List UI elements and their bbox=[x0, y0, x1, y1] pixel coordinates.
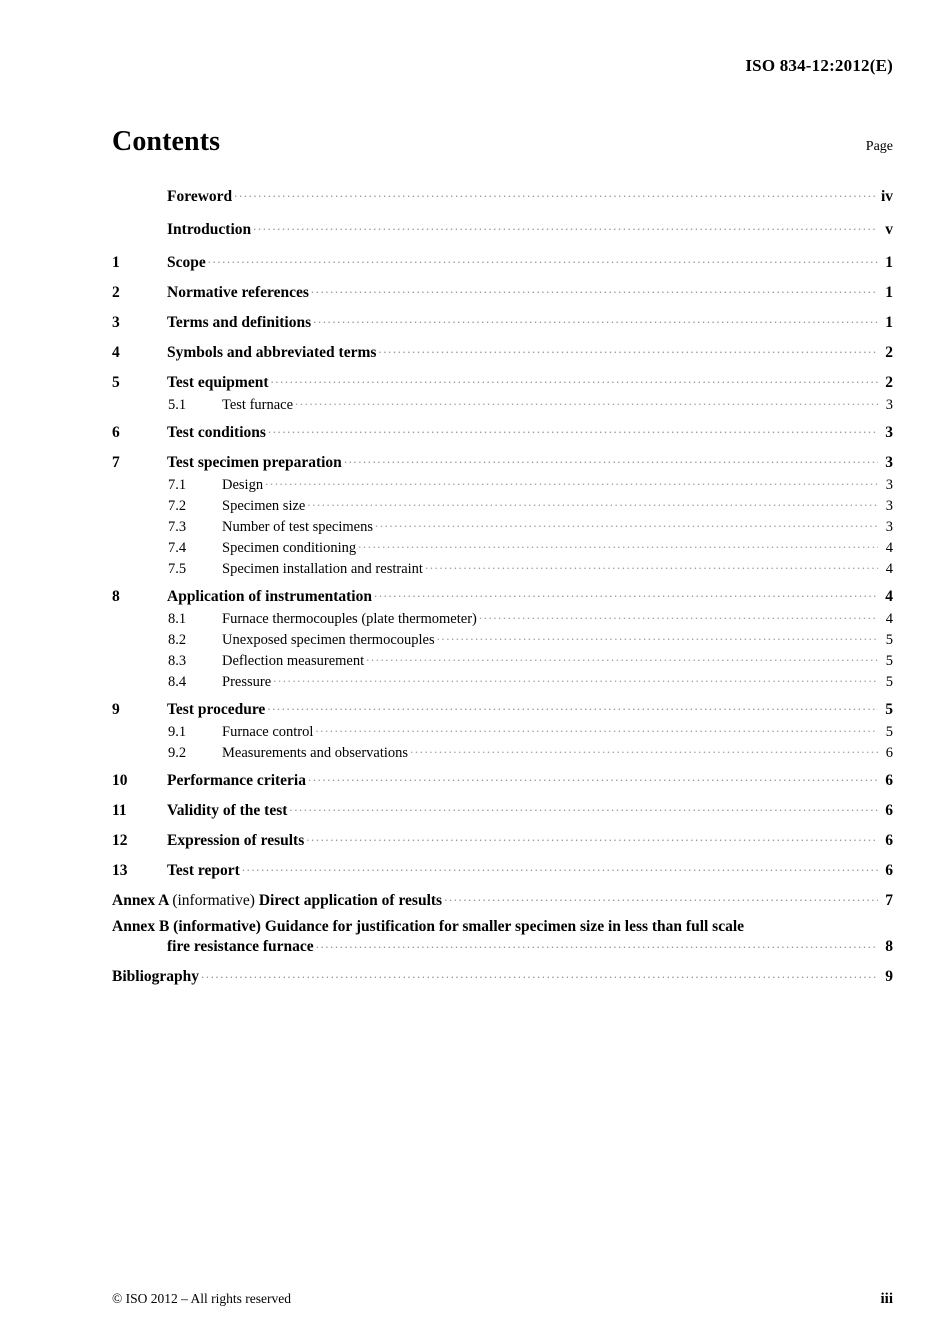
toc-entry-label: Deflection measurement bbox=[222, 652, 365, 669]
toc-entry[interactable] bbox=[112, 473, 893, 492]
toc-entry-number: 7.2 bbox=[168, 497, 187, 514]
dot-leader bbox=[425, 557, 878, 573]
toc-entry[interactable] bbox=[112, 557, 893, 576]
dot-leader bbox=[242, 859, 878, 875]
toc-entry-page: 6 bbox=[885, 801, 893, 819]
toc-entry[interactable] bbox=[112, 515, 893, 534]
toc-entry-number: 1 bbox=[112, 253, 120, 271]
toc-entry-annex-a[interactable] bbox=[112, 889, 893, 908]
toc-entry-page: 5 bbox=[885, 652, 893, 669]
toc-entry-label: Furnace control bbox=[222, 723, 314, 740]
annex-b-prefix: Annex B bbox=[112, 918, 174, 935]
dot-leader bbox=[306, 829, 878, 845]
toc-entry-label: Application of instrumentation bbox=[167, 587, 372, 605]
dot-leader bbox=[201, 966, 878, 982]
dot-leader bbox=[374, 585, 878, 601]
toc-entry-number: 8.4 bbox=[168, 673, 187, 690]
toc-entry[interactable] bbox=[112, 628, 893, 647]
toc-entry-label: Normative references bbox=[167, 283, 309, 301]
toc-entry-number: 7.1 bbox=[168, 476, 187, 493]
dot-leader bbox=[208, 251, 878, 267]
toc-entry-number: 5 bbox=[112, 373, 120, 391]
toc-entry[interactable] bbox=[112, 451, 893, 470]
annex-b-qualifier: (informative) bbox=[173, 918, 261, 935]
toc-entry-number: 5.1 bbox=[168, 396, 187, 413]
toc-entry-page: 2 bbox=[885, 373, 893, 391]
toc-entry-page: 6 bbox=[885, 744, 893, 761]
dot-leader bbox=[307, 494, 878, 510]
toc-entry-page: v bbox=[885, 220, 893, 238]
toc-entry[interactable] bbox=[112, 741, 893, 760]
toc-entry[interactable] bbox=[112, 371, 893, 390]
toc-entry-label: Performance criteria bbox=[167, 771, 306, 789]
toc-entry-page: 3 bbox=[885, 476, 893, 493]
toc-entry-page: 5 bbox=[885, 700, 893, 718]
toc-entry-annex-b[interactable] bbox=[112, 919, 893, 955]
toc-entry-label: Test specimen preparation bbox=[167, 453, 342, 471]
page-column-label: Page bbox=[865, 139, 893, 154]
toc-entry[interactable] bbox=[112, 341, 893, 360]
toc-entry[interactable] bbox=[112, 185, 893, 204]
dot-leader bbox=[289, 799, 878, 815]
annex-a-label bbox=[112, 893, 442, 909]
toc-entry-label: Scope bbox=[167, 253, 206, 271]
toc-entry[interactable] bbox=[112, 218, 893, 237]
toc-entry-number: 3 bbox=[112, 313, 120, 331]
toc-entry[interactable] bbox=[112, 607, 893, 626]
toc-entry-page: 6 bbox=[885, 771, 893, 789]
dot-leader bbox=[410, 741, 878, 757]
toc-entry[interactable] bbox=[112, 799, 893, 818]
toc-entry[interactable] bbox=[112, 536, 893, 555]
annex-b-title-line2: fire resistance furnace bbox=[167, 938, 314, 955]
dot-leader bbox=[358, 536, 878, 552]
dot-leader bbox=[273, 670, 878, 686]
dot-leader bbox=[270, 371, 878, 387]
annex-b-label bbox=[112, 919, 893, 935]
annex-a-prefix: Annex A bbox=[112, 891, 173, 909]
dot-leader bbox=[313, 311, 878, 327]
footer-copyright: © ISO 2012 – All rights reserved bbox=[112, 1291, 291, 1306]
toc-entry[interactable] bbox=[112, 585, 893, 604]
toc-entry-number: 7.5 bbox=[168, 560, 187, 577]
toc-entry-page: iv bbox=[880, 187, 893, 205]
dot-leader bbox=[267, 698, 878, 714]
dot-leader bbox=[444, 889, 878, 905]
toc-entry[interactable] bbox=[112, 393, 893, 412]
toc-entry-page: 1 bbox=[885, 253, 893, 271]
annex-a-title: Direct application of results bbox=[254, 891, 443, 909]
annex-a-qualifier: (informative) bbox=[172, 891, 255, 909]
annex-b-page: 8 bbox=[885, 938, 893, 955]
toc-entry-label: Test equipment bbox=[167, 373, 269, 391]
toc-entry-number: 13 bbox=[112, 861, 128, 879]
toc-entry-label: Test furnace bbox=[222, 396, 294, 413]
dot-leader bbox=[265, 473, 878, 489]
toc-entry[interactable] bbox=[112, 670, 893, 689]
toc-entry-number: 8.1 bbox=[168, 610, 187, 627]
toc-entry[interactable] bbox=[112, 311, 893, 330]
toc-entry-number: 12 bbox=[112, 831, 128, 849]
toc-entry-page: 4 bbox=[885, 610, 893, 627]
toc-entry[interactable] bbox=[112, 421, 893, 440]
toc-entry-label: Test conditions bbox=[167, 423, 266, 441]
toc-entry-label: Unexposed specimen thermocouples bbox=[222, 631, 435, 648]
dot-leader bbox=[268, 421, 878, 437]
toc-entry-label: Furnace thermocouples (plate thermometer) bbox=[222, 610, 477, 627]
dot-leader bbox=[315, 720, 878, 736]
toc-entry-page: 3 bbox=[885, 497, 893, 514]
dot-leader bbox=[378, 341, 878, 357]
toc-entry-page: 6 bbox=[885, 831, 893, 849]
toc-entry-label: Measurements and observations bbox=[222, 744, 409, 761]
toc-entry-number: 2 bbox=[112, 283, 120, 301]
bibliography-page: 9 bbox=[885, 968, 893, 985]
annex-b-title: Guidance for justification for smaller specimen size in less than full scale bbox=[260, 918, 745, 935]
dot-leader bbox=[234, 185, 878, 201]
dot-leader bbox=[316, 936, 878, 952]
toc-entry-page: 5 bbox=[885, 631, 893, 648]
toc-entry-page: 3 bbox=[885, 453, 893, 471]
annex-b-second-line bbox=[167, 936, 893, 955]
toc-entry-label: Specimen conditioning bbox=[222, 539, 357, 556]
toc-entry-label: Foreword bbox=[167, 187, 233, 205]
toc-entry[interactable] bbox=[112, 494, 893, 513]
dot-leader bbox=[253, 218, 878, 234]
toc-entry-page: 6 bbox=[885, 861, 893, 879]
toc-entry-number: 9.2 bbox=[168, 744, 187, 761]
toc-entry-page: 3 bbox=[885, 396, 893, 413]
toc-entry-label: Symbols and abbreviated terms bbox=[167, 343, 377, 361]
toc-entry-number: 7 bbox=[112, 453, 120, 471]
toc-entry-number: 9.1 bbox=[168, 723, 187, 740]
contents-title-row bbox=[112, 128, 893, 156]
toc-entry[interactable] bbox=[112, 720, 893, 739]
toc-entry-page: 3 bbox=[885, 518, 893, 535]
bibliography-label: Bibliography bbox=[112, 968, 199, 985]
table-of-contents bbox=[112, 185, 893, 996]
toc-entry-label: Validity of the test bbox=[167, 801, 288, 819]
toc-entry[interactable] bbox=[112, 769, 893, 788]
dot-leader bbox=[311, 281, 878, 297]
toc-entry-label: Design bbox=[222, 476, 264, 493]
page-title: Contents bbox=[112, 126, 221, 157]
toc-entry-page: 1 bbox=[885, 283, 893, 301]
toc-entry-number: 6 bbox=[112, 423, 120, 441]
toc-entry[interactable] bbox=[112, 649, 893, 668]
toc-entry[interactable] bbox=[112, 698, 893, 717]
toc-entry-label: Test procedure bbox=[167, 700, 266, 718]
dot-leader bbox=[479, 607, 878, 623]
dot-leader bbox=[375, 515, 878, 531]
footer-page-number: iii bbox=[880, 1291, 893, 1307]
toc-entry-label: Expression of results bbox=[167, 831, 305, 849]
toc-entry-page: 3 bbox=[885, 423, 893, 441]
toc-entry-bibliography[interactable] bbox=[112, 966, 893, 985]
toc-entry-page: 5 bbox=[885, 673, 893, 690]
dot-leader bbox=[344, 451, 878, 467]
annex-a-page: 7 bbox=[885, 891, 893, 909]
toc-entry[interactable] bbox=[112, 829, 893, 848]
document-header-id: ISO 834-12:2012(E) bbox=[745, 56, 893, 75]
toc-entry-label: Test report bbox=[167, 861, 240, 879]
dot-leader bbox=[366, 649, 878, 665]
dot-leader bbox=[437, 628, 878, 644]
toc-entry-page: 2 bbox=[885, 343, 893, 361]
toc-entry-label: Specimen installation and restraint bbox=[222, 560, 423, 577]
toc-entry-label: Terms and definitions bbox=[167, 313, 312, 331]
dot-leader bbox=[295, 393, 878, 409]
toc-entry-page: 4 bbox=[885, 587, 893, 605]
toc-entry-number: 11 bbox=[112, 801, 127, 819]
toc-entry-number: 7.4 bbox=[168, 539, 187, 556]
dot-leader bbox=[308, 769, 878, 785]
toc-entry-number: 7.3 bbox=[168, 518, 187, 535]
toc-entry-number: 9 bbox=[112, 700, 120, 718]
toc-entry-number: 8 bbox=[112, 587, 120, 605]
toc-entry[interactable] bbox=[112, 251, 893, 270]
toc-entry-number: 10 bbox=[112, 771, 128, 789]
toc-entry-page: 5 bbox=[885, 723, 893, 740]
toc-entry[interactable] bbox=[112, 281, 893, 300]
toc-entry-label: Introduction bbox=[167, 220, 252, 238]
toc-entry[interactable] bbox=[112, 859, 893, 878]
toc-entry-page: 4 bbox=[885, 539, 893, 556]
toc-entry-number: 8.2 bbox=[168, 631, 187, 648]
toc-entry-number: 4 bbox=[112, 343, 120, 361]
page-footer bbox=[112, 1291, 893, 1308]
toc-entry-page: 1 bbox=[885, 313, 893, 331]
toc-entry-label: Pressure bbox=[222, 673, 272, 690]
toc-entry-label: Number of test specimens bbox=[222, 518, 374, 535]
toc-entry-page: 4 bbox=[885, 560, 893, 577]
toc-entry-label: Specimen size bbox=[222, 497, 306, 514]
toc-entry-number: 8.3 bbox=[168, 652, 187, 669]
